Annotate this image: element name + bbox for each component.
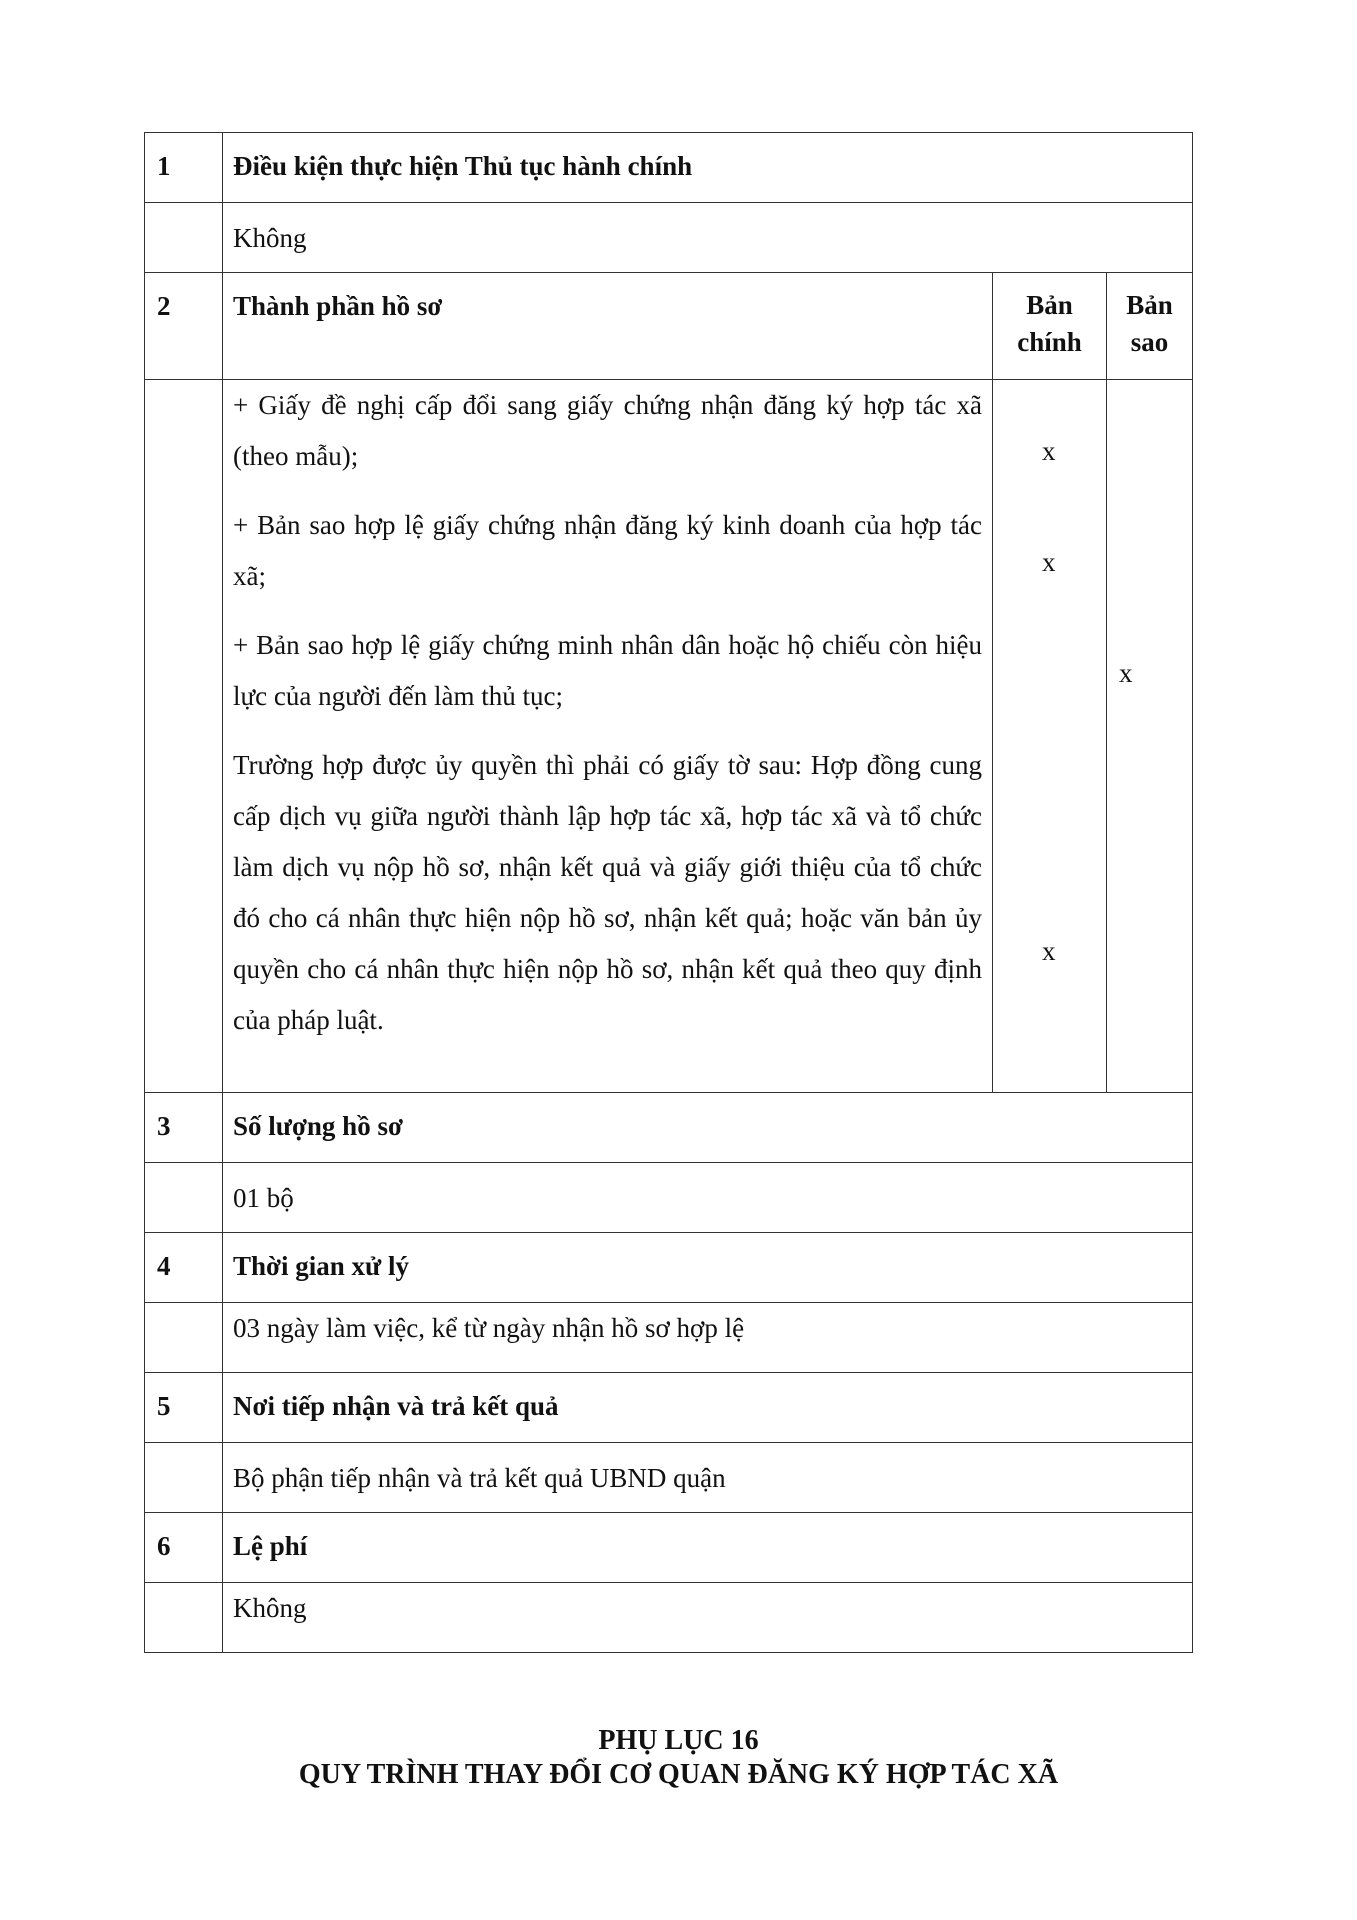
check-mark: x — [1042, 547, 1056, 577]
section-heading: Thành phần hồ sơ — [223, 273, 993, 380]
section-number: 4 — [145, 1233, 223, 1303]
empty-cell — [145, 1443, 223, 1513]
section-heading: Lệ phí — [223, 1513, 1193, 1583]
empty-cell — [145, 1583, 223, 1653]
section-row — [145, 1093, 1193, 1163]
section-content-row — [145, 203, 1193, 273]
section-row — [145, 133, 1193, 203]
empty-cell — [145, 1163, 223, 1233]
section-content: 01 bộ — [223, 1163, 1193, 1233]
check-mark: x — [1042, 436, 1056, 466]
copy-marks-cell — [1107, 380, 1193, 1093]
empty-cell — [145, 203, 223, 273]
appendix-title: QUY TRÌNH THAY ĐỔI CƠ QUAN ĐĂNG KÝ HỢP TÁC XÃ — [298, 1759, 1059, 1790]
section-content-row — [145, 1303, 1193, 1373]
section-heading: Nơi tiếp nhận và trả kết quả — [223, 1373, 1193, 1443]
empty-cell — [145, 1303, 223, 1373]
original-marks-cell — [993, 380, 1107, 1093]
column-header-copy: Bản sao — [1107, 273, 1193, 380]
section-number: 2 — [145, 273, 223, 380]
section-row — [145, 1233, 1193, 1303]
document-item: + Giấy đề nghị cấp đổi sang giấy chứng nhận đăng ký hợp tác xã (theo mẫu); — [233, 390, 982, 471]
section-content-row — [145, 1443, 1193, 1513]
section-row — [145, 273, 1193, 380]
section-row — [145, 1513, 1193, 1583]
section-number: 3 — [145, 1093, 223, 1163]
section-content-row — [145, 1583, 1193, 1653]
section-number: 6 — [145, 1513, 223, 1583]
section-row — [145, 1373, 1193, 1443]
section-content: Không — [223, 203, 1193, 273]
document-item: + Bản sao hợp lệ giấy chứng minh nhân dân hoặc hộ chiếu còn hiệu lực của người đến làm thủ tục; — [233, 630, 982, 711]
documents-list — [223, 380, 993, 1093]
empty-cell — [145, 380, 223, 1093]
column-header-original: Bản chính — [993, 273, 1107, 380]
documents-row — [145, 380, 1193, 1093]
section-number: 5 — [145, 1373, 223, 1443]
procedure-table — [144, 132, 1193, 1653]
section-heading: Thời gian xử lý — [223, 1233, 1193, 1303]
section-heading: Điều kiện thực hiện Thủ tục hành chính — [223, 133, 1193, 203]
section-number: 1 — [145, 133, 223, 203]
section-content: 03 ngày làm việc, kể từ ngày nhận hồ sơ hợp lệ — [223, 1303, 1193, 1373]
section-content: Không — [223, 1583, 1193, 1653]
document-item: Trường hợp được ủy quyền thì phải có giấy tờ sau: Hợp đồng cung cấp dịch vụ giữa người thành lập hợp tác xã, hợp tác xã và tổ chức làm dịch vụ nộp hồ sơ, nhận kết quả và giấy giới thiệu của tổ chức đó cho cá nhân thực hiện nộp hồ sơ, nhận kết quả; hoặc văn bản ủy quyền cho cá nhân thực hiện nộp hồ sơ, nhận kết quả theo quy định của pháp luật. — [233, 750, 982, 1035]
section-content: Bộ phận tiếp nhận và trả kết quả UBND quận — [223, 1443, 1193, 1513]
document-item: + Bản sao hợp lệ giấy chứng nhận đăng ký kinh doanh của hợp tác xã; — [233, 510, 982, 591]
check-mark: x — [1042, 936, 1056, 966]
check-mark: x — [1119, 658, 1133, 688]
appendix-label: PHỤ LỤC 16 — [598, 1725, 759, 1756]
section-heading: Số lượng hồ sơ — [223, 1093, 1193, 1163]
section-content-row — [145, 1163, 1193, 1233]
